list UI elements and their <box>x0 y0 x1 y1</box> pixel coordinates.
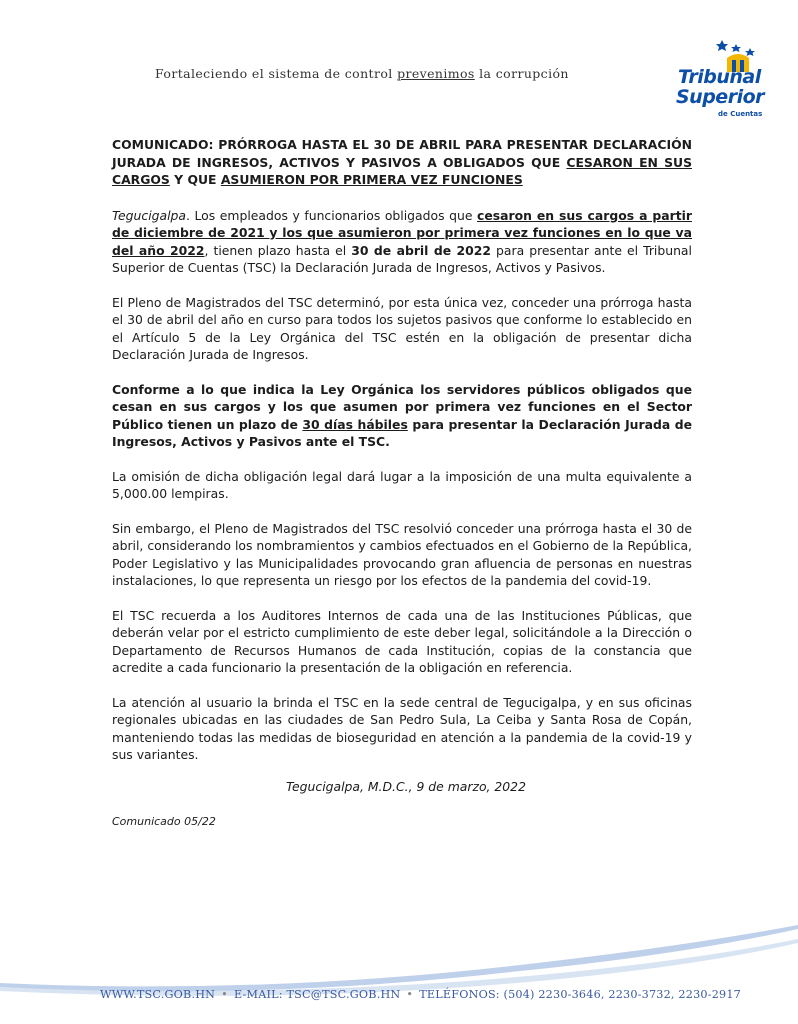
logo-line-3: de Cuentas <box>718 110 763 118</box>
paragraph-4: La omisión de dicha obligación legal dará lugar a la imposición de una multa equivalente a 5,000.00 lempiras. <box>112 468 692 501</box>
header-motto: Fortaleciendo el sistema de control prevenimos la corrupción <box>155 66 569 81</box>
document-title: COMUNICADO: PRÓRROGA HASTA EL 30 DE ABRIL PARA PRESENTAR DECLARACIÓN JURADA DE INGRESOS, ACTIVOS Y PASIVOS A OBLIGADOS QUE CESARON EN SUS CARGOS Y QUE ASUMIERON POR PRIMERA VEZ FUNCIONES <box>112 137 692 187</box>
communique-reference: Comunicado 05/22 <box>112 815 216 828</box>
paragraph-3: Conforme a lo que indica la Ley Orgánica los servidores públicos obligados que cesan en sus cargos y los que asumen por primera vez funciones en el Sector Público tienen un plazo de 30 días hábiles para presentar la Declaración Jurada de Ingresos, Activos y Pasivos ante el TSC. <box>112 381 692 449</box>
paragraph-6: El TSC recuerda a los Auditores Internos de cada una de las Instituciones Públicas, que deberán velar por el estricto cumplimiento de este deber legal, solicitándole a la Dirección o Departamento de Recursos Humanos de cada Institución, copias de la constancia que acredite a cada funcionario la presentación de la obligación en referencia. <box>112 607 692 675</box>
paragraph-5: Sin embargo, el Pleno de Magistrados del TSC resolvió conceder una prórroga hasta el 30 de abril, considerando los nombramientos y cambios efectuados en el Gobierno de la República, Poder Legislativo y las Municipalidades provocando gran afluencia de personas en nuestras instalaciones, lo que representa un riesgo por los efectos de la pandemia del covid-19. <box>112 520 692 588</box>
dateline: Tegucigalpa, M.D.C., 9 de marzo, 2022 <box>286 779 526 794</box>
paragraph-1: Tegucigalpa. Los empleados y funcionarios obligados que cesaron en sus cargos a partir de diciembre de 2021 y los que asumieron por primera vez funciones en lo que va del año 2022, tienen plazo hasta el 30 de abril de 2022 para presentar ante el Tribunal Superior de Cuentas (TSC) la Declaración Jurada de Ingresos, Activos y Pasivos. <box>112 207 692 275</box>
footer-email: E-MAIL: TSC@TSC.GOB.HN <box>233 988 401 1001</box>
logo-line-2: Superior <box>676 86 765 108</box>
logo-line-1: Tribunal <box>678 66 761 88</box>
tsc-logo <box>672 32 772 124</box>
paragraph-2: El Pleno de Magistrados del TSC determinó, por esta única vez, conceder una prórroga hasta el 30 de abril del año en curso para todos los sujetos pasivos que conforme lo establecido en el Artículo 5 de la Ley Orgánica del TSC estén en la obligación de presentar dicha Declaración Jurada de Ingresos. <box>112 294 692 362</box>
footer-contact: WWW.TSC.GOB.HN • E-MAIL: TSC@TSC.GOB.HN • TELÉFONOS: (504) 2230-3646, 2230-3732, 2230-2917 <box>100 988 741 1001</box>
paragraph-7: La atención al usuario la brinda el TSC en la sede central de Tegucigalpa, y en sus oficinas regionales ubicadas en las ciudades de San Pedro Sula, La Ceiba y Santa Rosa de Copán, manteniendo todas las medidas de bioseguridad en atención a la pandemia de la covid-19 y sus variantes. <box>112 694 692 762</box>
footer-phones: TELÉFONOS: (504) 2230-3646, 2230-3732, 2230-2917 <box>419 988 741 1001</box>
footer-web: WWW.TSC.GOB.HN <box>100 988 216 1001</box>
document-body <box>112 136 692 781</box>
